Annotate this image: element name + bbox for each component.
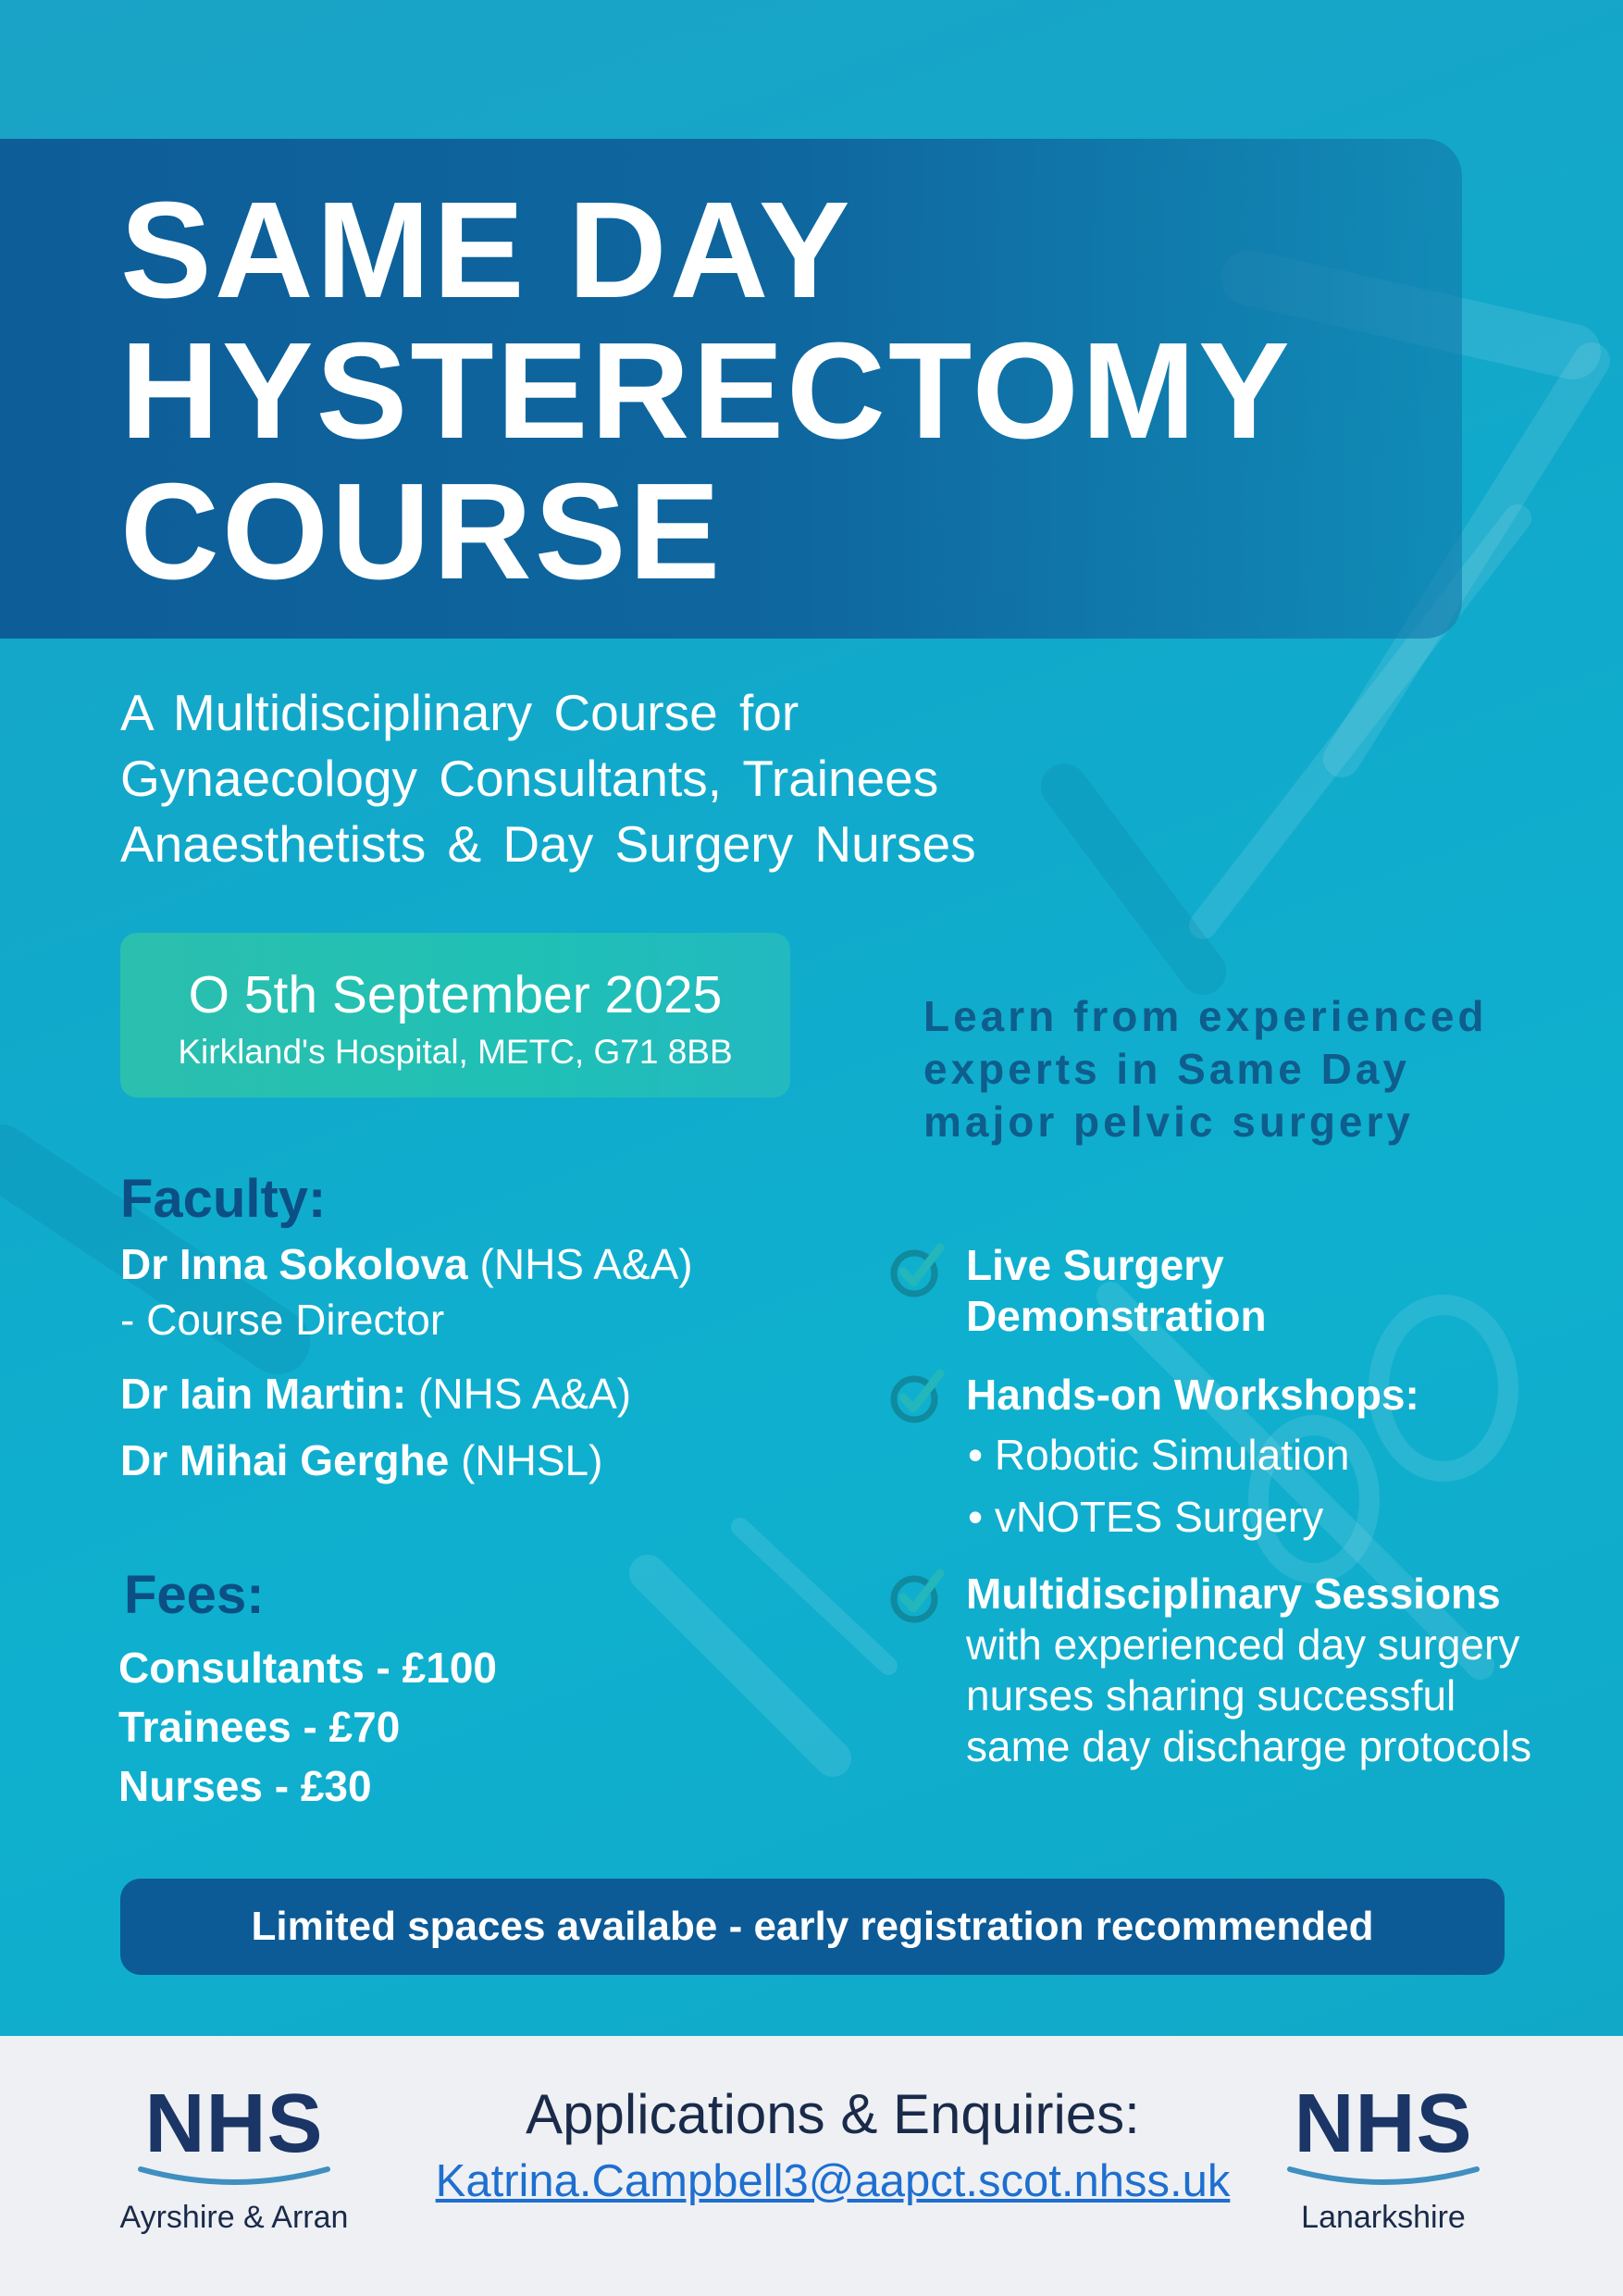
logo-region: Ayrshire & Arran <box>119 2200 349 2235</box>
fees-list <box>118 1638 497 1816</box>
fee-item: Consultants - £100 <box>118 1644 497 1692</box>
faculty-member <box>120 1236 693 1347</box>
faculty-member <box>120 1433 602 1488</box>
subtitle-line: Gynaecology Consultants, Trainees <box>120 750 939 807</box>
faculty-name: Dr Inna Sokolova <box>120 1240 468 1288</box>
check-icon <box>886 1564 948 1625</box>
tagline-line: experts in Same Day <box>923 1045 1411 1093</box>
feature-desc: same day discharge protocols <box>966 1722 1532 1770</box>
event-venue: Kirkland's Hospital, METC, G71 8BB <box>178 1033 733 1071</box>
subtitle-line: A Multidisciplinary Course for <box>120 684 799 741</box>
title-line: COURSE <box>120 455 724 608</box>
nhs-swoosh-icon <box>137 2166 331 2188</box>
check-icon <box>886 1364 948 1425</box>
nhs-ayrshire-arran-logo <box>109 2078 359 2236</box>
feature-desc: nurses sharing successful <box>966 1671 1456 1719</box>
contact-block <box>407 2082 1258 2207</box>
logo-region: Lanarkshire <box>1301 2200 1466 2235</box>
feature-sessions <box>966 1569 1531 1772</box>
tagline-line: major pelvic surgery <box>923 1098 1414 1146</box>
faculty-name: Dr Mihai Gerghe <box>120 1436 450 1484</box>
title-line: SAME DAY <box>120 174 853 327</box>
faculty-org: (NHS A&A) <box>418 1370 632 1418</box>
date-venue-box <box>120 933 790 1098</box>
registration-banner: Limited spaces availabe - early registration recommended <box>120 1879 1505 1975</box>
course-title <box>120 174 1293 608</box>
faculty-org: (NHSL) <box>461 1436 603 1484</box>
faculty-name: Dr Iain Martin: <box>120 1370 407 1418</box>
nhs-lanarkshire-logo <box>1258 2078 1508 2236</box>
nhs-swoosh-icon <box>1286 2166 1481 2188</box>
fees-heading: Fees: <box>124 1565 265 1625</box>
nhs-wordmark: NHS <box>144 2078 324 2170</box>
course-subtitle <box>120 680 976 877</box>
feature-title: Live Surgery <box>966 1241 1224 1289</box>
feature-live-surgery <box>966 1240 1267 1342</box>
faculty-member <box>120 1366 631 1421</box>
faculty-org: (NHS A&A) <box>479 1240 693 1288</box>
feature-title: Demonstration <box>966 1292 1267 1340</box>
faculty-heading: Faculty: <box>120 1169 327 1229</box>
fee-item: Nurses - £30 <box>118 1762 372 1810</box>
feature-title: Hands-on Workshops: <box>966 1371 1419 1419</box>
subtitle-line: Anaesthetists & Day Surgery Nurses <box>120 815 976 873</box>
feature-workshops <box>966 1370 1419 1543</box>
faculty-role: - Course Director <box>120 1296 445 1344</box>
feature-bullet: • vNOTES Surgery <box>968 1493 1324 1541</box>
feature-title: Multidisciplinary Sessions <box>966 1570 1501 1618</box>
event-date: O 5th September 2025 <box>188 965 723 1024</box>
check-icon <box>886 1238 948 1299</box>
feature-bullet: • Robotic Simulation <box>968 1431 1350 1479</box>
nhs-wordmark: NHS <box>1294 2078 1473 2170</box>
tagline <box>923 990 1488 1148</box>
contact-heading: Applications & Enquiries: <box>526 2083 1140 2145</box>
feature-desc: with experienced day surgery <box>966 1620 1520 1669</box>
tagline-line: Learn from experienced <box>923 992 1488 1040</box>
title-line: HYSTERECTOMY <box>120 315 1293 467</box>
fee-item: Trainees - £70 <box>118 1703 401 1751</box>
contact-email-link[interactable]: Katrina.Campbell3@aapct.scot.nhss.uk <box>435 2156 1231 2206</box>
